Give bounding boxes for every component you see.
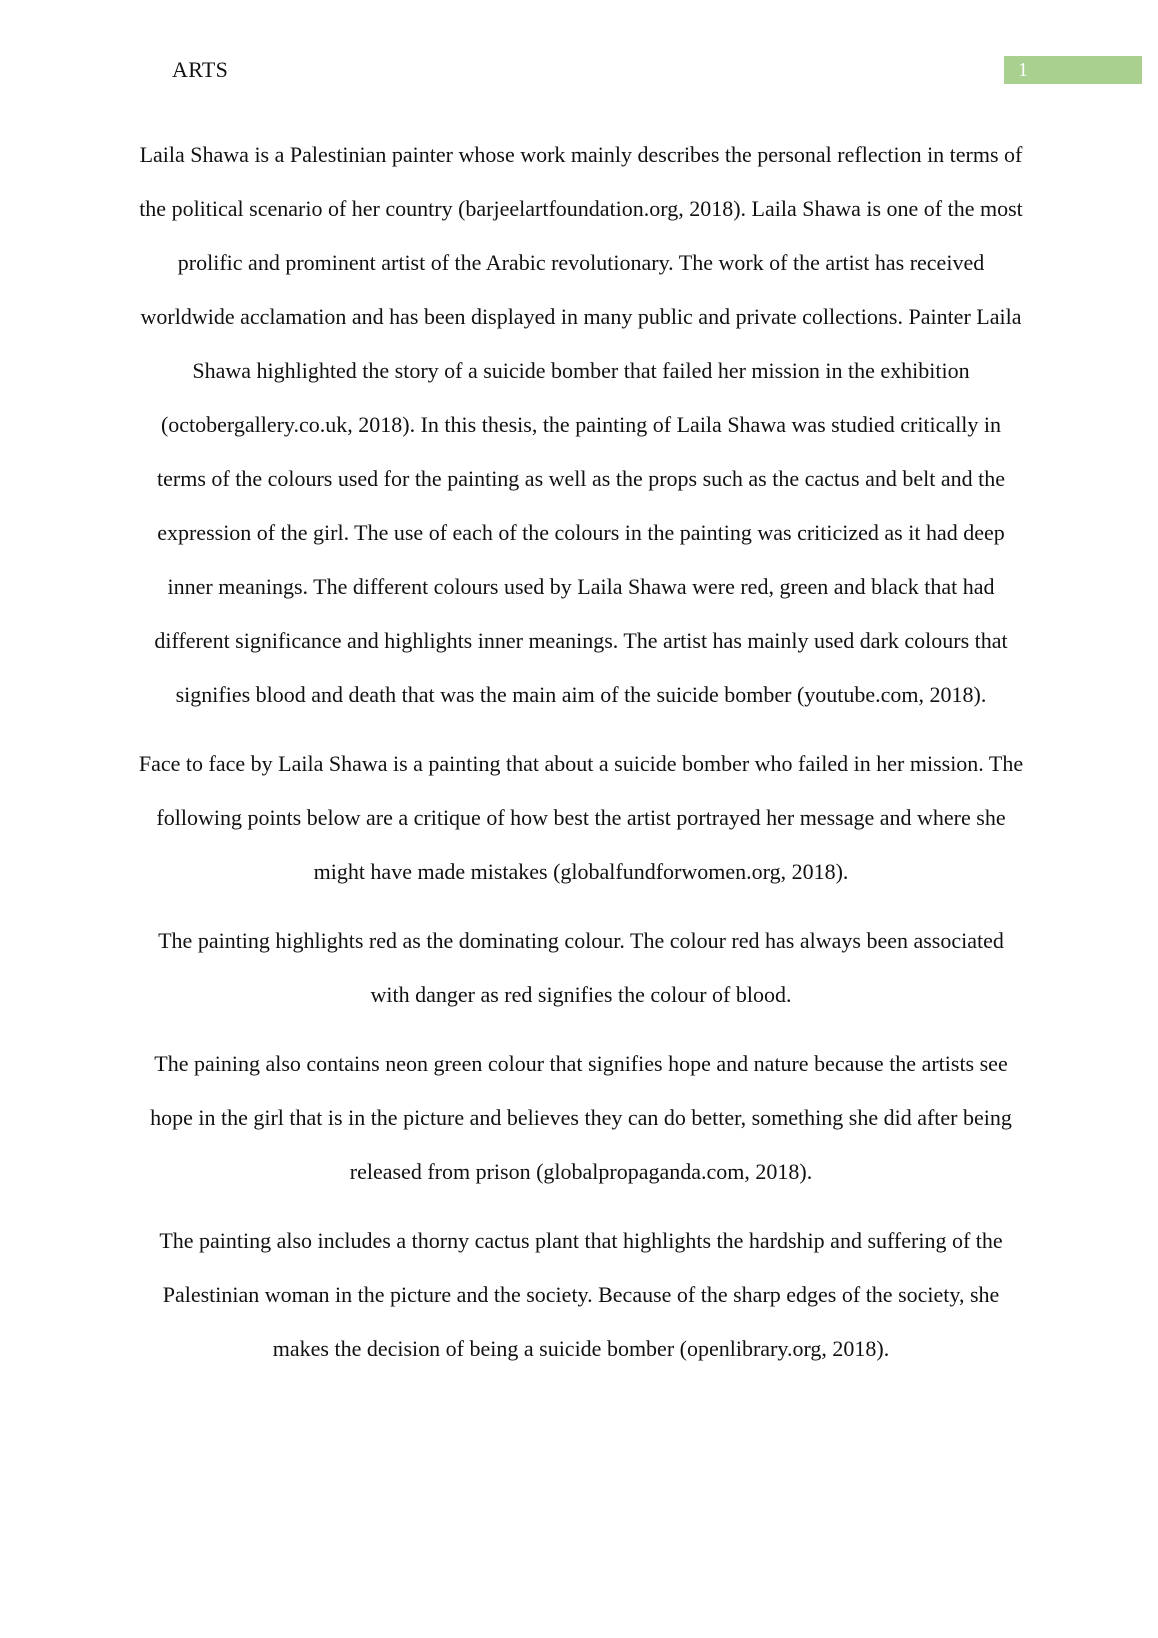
paragraph-cactus: The painting also includes a thorny cactus plant that highlights the hardship and suffering of the Palestinian woman in the picture and the society. Because of the sharp edges of the society, she makes the decision of being a suicide bomber (openlibrary.org, 2018). — [159, 1228, 1003, 1361]
paragraph-face-to-face: Face to face by Laila Shawa is a painting that about a suicide bomber who failed in her mission. The following points below are a critique of how best the artist portrayed her message and where she might have made mistakes (globalfundforwomen.org, 2018). — [138, 751, 1024, 884]
page-number-badge — [1004, 56, 1142, 84]
document-body — [138, 128, 1024, 1391]
paragraph-red-colour: The painting highlights red as the dominating colour. The colour red has always been associated with danger as red signifies the colour of blood. — [158, 928, 1004, 1007]
header-title: ARTS — [172, 57, 229, 82]
paragraph-intro: Laila Shawa is a Palestinian painter whose work mainly describes the personal reflection in terms of the political scenario of her country (barjeelartfoundation.org, 2018). Laila Shawa is one of the most prolific and prominent artist of the Arabic revolutionary. The work of the artist has received worldwide acclamation and has been displayed in many public and private collections. Painter Laila Shawa highlighted the story of a suicide bomber that failed her mission in the exhibition (octobergallery.co.uk, 2018). In this thesis, the painting of Laila Shawa was studied critically in terms of the colours used for the painting as well as the props such as the cactus and belt and the expression of the girl. The use of each of the colours in the painting was criticized as it had deep inner meanings. The different colours used by Laila Shawa were red, green and black that had different significance and highlights inner meanings. The artist has mainly used dark colours that signifies blood and death that was the main aim of the suicide bomber (youtube.com, 2018). — [139, 142, 1023, 707]
paragraph-green-colour: The paining also contains neon green colour that signifies hope and nature because the artists see hope in the girl that is in the picture and believes they can do better, something she did after being released from prison (globalpropaganda.com, 2018). — [150, 1051, 1012, 1184]
page-number: 1 — [1018, 59, 1028, 81]
